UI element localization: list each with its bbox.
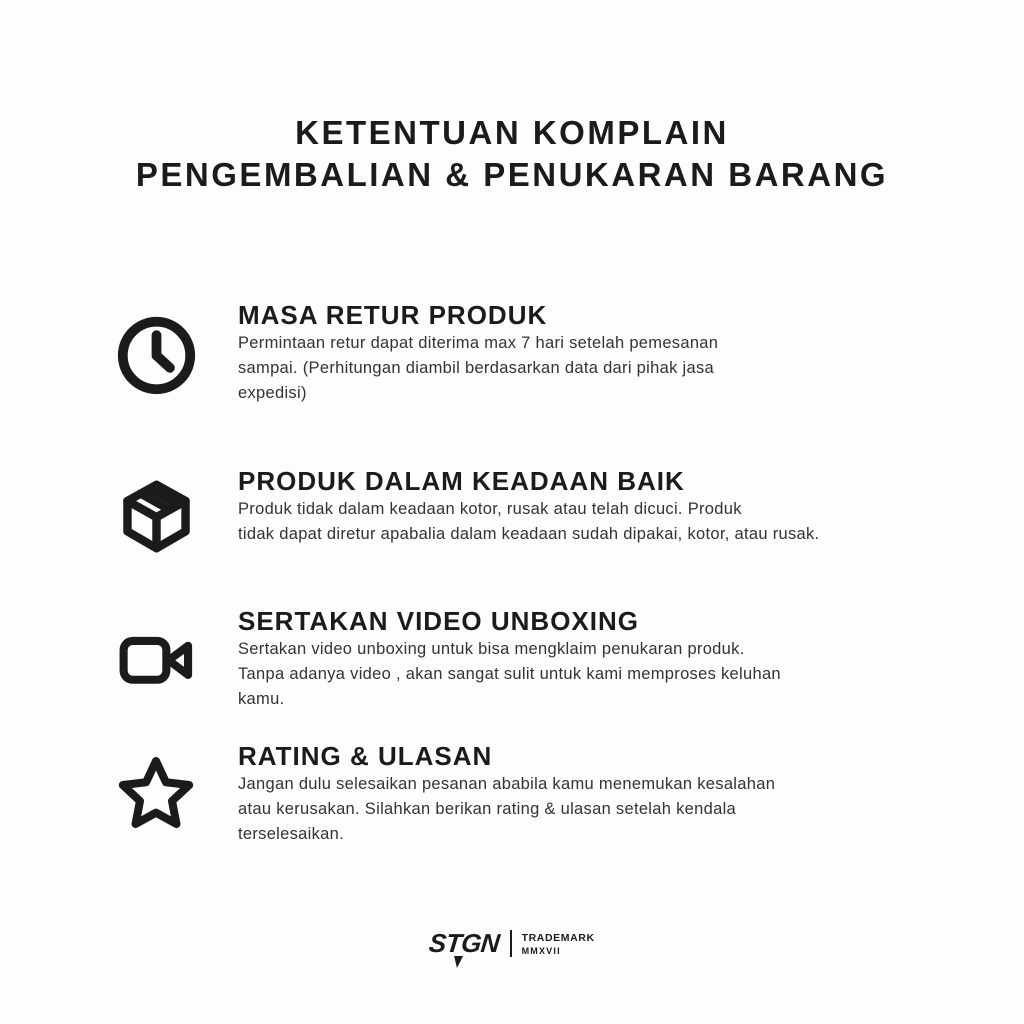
video-camera-icon <box>112 626 200 694</box>
page-title-line-1: KETENTUAN KOMPLAIN <box>295 114 729 151</box>
section-body-line: tidak dapat diretur apabalia dalam keadaan sudah dipakai, kotor, atau rusak. <box>238 525 820 543</box>
section-heading: MASA RETUR PRODUK <box>238 300 548 330</box>
section-heading: RATING & ULASAN <box>238 741 493 771</box>
section-body-line: Produk tidak dalam keadaan kotor, rusak atau telah dicuci. Produk <box>238 500 742 518</box>
star-icon <box>112 750 200 838</box>
page-title-line-2: PENGEMBALIAN & PENUKARAN BARANG <box>135 156 889 193</box>
section-body-line: Jangan dulu selesaikan pesanan ababila kamu menemukan kesalahan <box>238 775 776 793</box>
brand-logo <box>0 928 1024 959</box>
section-body-line: Permintaan retur dapat diterima max 7 hari setelah pemesanan <box>238 334 719 352</box>
page-title <box>0 112 1024 196</box>
section-rating-ulasan <box>112 740 948 847</box>
package-box-icon <box>112 476 200 557</box>
section-heading: SERTAKAN VIDEO UNBOXING <box>238 606 639 636</box>
section-text <box>238 740 948 847</box>
section-body-line: atau kerusakan. Silahkan berikan rating & ulasan setelah kendala <box>238 800 737 818</box>
section-text <box>238 605 948 712</box>
section-body-line: kamu. <box>238 690 285 708</box>
section-video-unboxing <box>112 605 948 712</box>
clock-icon <box>112 312 200 399</box>
section-body-line: Tanpa adanya video , akan sangat sulit untuk kami memproses keluhan <box>238 665 781 683</box>
section-text <box>238 299 948 406</box>
section-produk-baik <box>112 465 948 557</box>
section-body-line: sampai. (Perhitungan diambil berdasarkan data dari pihak jasa <box>238 359 714 377</box>
trademark-year: MMXVII <box>521 945 561 956</box>
brand-text: STGN <box>427 928 502 958</box>
section-masa-retur <box>112 299 948 406</box>
section-body-line: Sertakan video unboxing untuk bisa mengklaim penukaran produk. <box>238 640 745 658</box>
section-body-line: terselesaikan. <box>238 825 345 843</box>
section-text <box>238 465 948 547</box>
section-body-line: expedisi) <box>238 384 307 402</box>
section-heading: PRODUK DALAM KEADAAN BAIK <box>238 466 685 496</box>
trademark-label: TRADEMARK <box>521 931 595 944</box>
logo-divider <box>510 930 512 957</box>
brand-wordmark <box>428 928 501 959</box>
trademark-block <box>522 932 595 956</box>
